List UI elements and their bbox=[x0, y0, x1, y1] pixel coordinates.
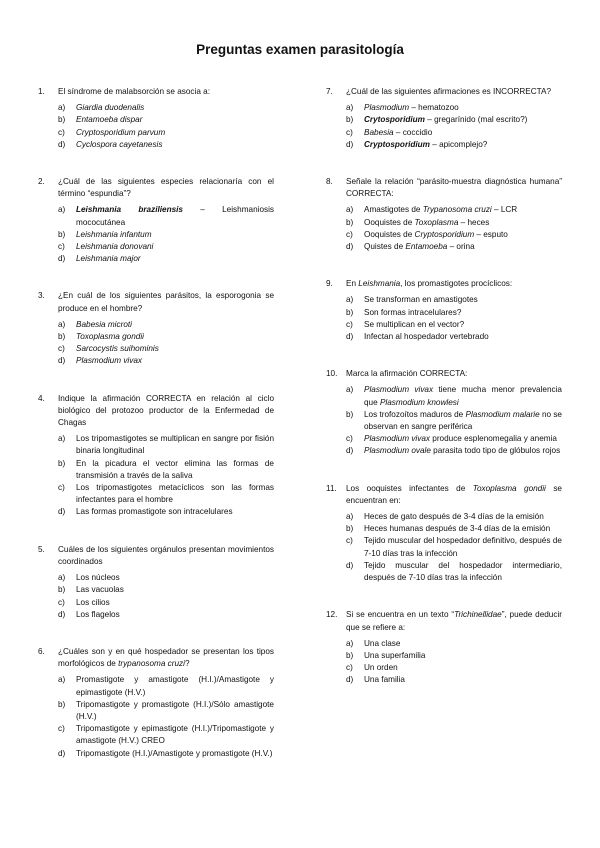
option-c: c) Los cilios bbox=[58, 597, 110, 607]
page-title: Preguntas examen parasitología bbox=[196, 42, 404, 57]
option-b: b) Las vacuolas bbox=[58, 585, 124, 595]
option-d: d) Una familia bbox=[346, 675, 405, 685]
option-c: c) Un orden bbox=[346, 663, 398, 673]
question-text: ¿En cuál de los siguientes parásitos, la esporogonia se produce en el hombre? bbox=[58, 291, 274, 313]
question-8 bbox=[326, 176, 562, 253]
question-text: Señale la relación “parásito-muestra diagnóstica humana” CORRECTA: bbox=[346, 177, 562, 199]
option-a: a) Promastigote y amastigote (H.I.)/Amastigote y epimastigote (H.V.) bbox=[58, 675, 274, 697]
left-column bbox=[38, 86, 274, 760]
option-b: b) Entamoeba dispar bbox=[58, 115, 143, 125]
question-text: ¿Cuál de las siguientes especies relacionaría con el término “espundia”? bbox=[58, 177, 274, 199]
option-a: a) Los tripomastigotes se multiplican en sangre por fisión binaria longitudinal bbox=[58, 434, 274, 456]
option-c: c) Los tripomastigotes metacíclicos son las formas infectantes para el hombre bbox=[58, 483, 274, 505]
option-d: d) Tripomastigote (H.I.)/Amastigote y promastigote (H.V.) bbox=[58, 748, 273, 758]
option-c: c) Leishmania donovani bbox=[58, 242, 154, 252]
question-text: Marca la afirmación CORRECTA: bbox=[346, 369, 468, 379]
option-d: d) Infectan al hospedador vertebrado bbox=[346, 332, 489, 342]
question-number: 5. bbox=[38, 544, 45, 554]
option-b: b) En la picadura el vector elimina las formas de transmisión a través de la saliva bbox=[58, 458, 274, 480]
option-c: c) Sarcocystis suihominis bbox=[58, 344, 159, 354]
option-b: b) Heces humanas después de 3-4 días de la emisión bbox=[346, 524, 551, 534]
right-column bbox=[326, 86, 562, 687]
question-10 bbox=[326, 368, 562, 457]
option-c: c) Plasmodium vivax produce esplenomegalia y anemia bbox=[346, 434, 557, 444]
question-text: ¿Cuáles son y en qué hospedador se presentan los tipos morfológicos de trypanosoma cruzi? bbox=[58, 646, 274, 669]
option-d: d) Tejido muscular del hospedador intermediario, después de 7-10 días tras la infección bbox=[346, 560, 562, 583]
question-4 bbox=[38, 393, 274, 519]
option-d: d) Cryptosporidium – apicomplejo? bbox=[346, 139, 488, 149]
option-a: a) Una clase bbox=[346, 638, 401, 648]
option-c: c) Ooquistes de Cryptosporidium – esputo bbox=[346, 229, 508, 239]
option-d: d) Cyclospora cayetanesis bbox=[58, 139, 163, 149]
question-11 bbox=[326, 483, 562, 585]
option-b: b) Tripomastigote y promastigote (H.I.)/Sólo amastigote (H.V.) bbox=[58, 699, 274, 721]
question-number: 8. bbox=[326, 177, 333, 187]
question-number: 4. bbox=[38, 393, 45, 403]
question-text: En Leishmania, los promastigotes procíclicos: bbox=[346, 279, 513, 289]
option-b: b) Ooquistes de Toxoplasma – heces bbox=[346, 217, 490, 227]
question-text: Indique la afirmación CORRECTA en relación al ciclo biológico del protozoo productor de la Enfermedad de Chagas bbox=[58, 393, 274, 428]
question-3 bbox=[38, 290, 274, 367]
question-number: 3. bbox=[38, 291, 45, 301]
option-b: b) Toxoplasma gondii bbox=[58, 332, 144, 342]
option-b: b) Una superfamilia bbox=[346, 650, 426, 660]
option-c: c) Tejido muscular del hospedador definitivo, después de 7-10 días tras la infección bbox=[346, 536, 562, 558]
question-12 bbox=[326, 609, 562, 686]
question-7 bbox=[326, 86, 562, 151]
option-d: d) Leishmania major bbox=[58, 254, 141, 264]
question-text: Si se encuentra en un texto “Trichinellidae”, puede deducir que se refiere a: bbox=[346, 610, 562, 632]
option-b: b) Son formas intracelulares? bbox=[346, 307, 462, 317]
question-number: 6. bbox=[38, 646, 45, 656]
option-a: a) Heces de gato después de 3-4 días de la emisión bbox=[346, 512, 544, 522]
option-a: a) Amastigotes de Trypanosoma cruzi – LCR bbox=[346, 205, 518, 215]
option-a: a) Plasmodium vivax tiene mucha menor prevalencia que Plasmodium knowlesi bbox=[346, 385, 562, 407]
option-a: a) Plasmodium – hematozoo bbox=[346, 103, 459, 113]
question-1 bbox=[38, 86, 274, 151]
option-d: d) Quistes de Entamoeba – orina bbox=[346, 242, 475, 252]
question-text: Los ooquistes infectantes de Toxoplasma gondii se encuentran en: bbox=[346, 483, 562, 505]
option-a: a) Babesia microti bbox=[58, 319, 132, 329]
option-a: a) Leishmania braziliensis – Leishmaniosis mococutánea bbox=[58, 205, 274, 227]
question-9 bbox=[326, 278, 562, 343]
question-2 bbox=[38, 176, 274, 265]
question-text: El síndrome de malabsorción se asocia a: bbox=[58, 87, 211, 96]
option-c: c) Se multiplican en el vector? bbox=[346, 319, 465, 329]
option-d: d) Las formas promastigote son intracelulares bbox=[58, 507, 233, 517]
question-number: 10. bbox=[326, 369, 338, 379]
option-b: b) Leishmania infantum bbox=[58, 229, 152, 239]
option-b: b) Crytosporidium – gregarínido (mal escrito?) bbox=[346, 115, 528, 125]
option-c: c) Cryptosporidium parvum bbox=[58, 127, 166, 137]
question-text: ¿Cuál de las siguientes afirmaciones es INCORRECTA? bbox=[346, 87, 552, 96]
question-number: 1. bbox=[38, 87, 45, 96]
question-6 bbox=[38, 646, 274, 760]
option-a: a) Los núcleos bbox=[58, 573, 120, 583]
question-number: 12. bbox=[326, 610, 338, 620]
option-a: a) Se transforman en amastigotes bbox=[346, 295, 478, 305]
option-b: b) Los trofozoítos maduros de Plasmodium malarie no se observan en sangre periférica bbox=[346, 409, 562, 432]
option-c: c) Babesia – coccidio bbox=[346, 127, 433, 137]
question-text: Cuáles de los siguientes orgánulos presentan movimientos coordinados bbox=[58, 544, 274, 566]
option-d: d) Los flagelos bbox=[58, 609, 120, 619]
question-number: 9. bbox=[326, 279, 333, 289]
option-d: d) Plasmodium ovale parasita todo tipo de glóbulos rojos bbox=[346, 446, 561, 456]
option-d: d) Plasmodium vivax bbox=[58, 356, 142, 366]
option-a: a) Giardia duodenalis bbox=[58, 103, 145, 113]
question-number: 7. bbox=[326, 87, 333, 96]
option-c: c) Tripomastigote y epimastigote (H.I.)/Tripomastigote y amastigote (H.V.) CREO bbox=[58, 724, 274, 746]
question-5 bbox=[38, 544, 274, 621]
question-number: 11. bbox=[326, 483, 337, 493]
question-number: 2. bbox=[38, 177, 45, 187]
